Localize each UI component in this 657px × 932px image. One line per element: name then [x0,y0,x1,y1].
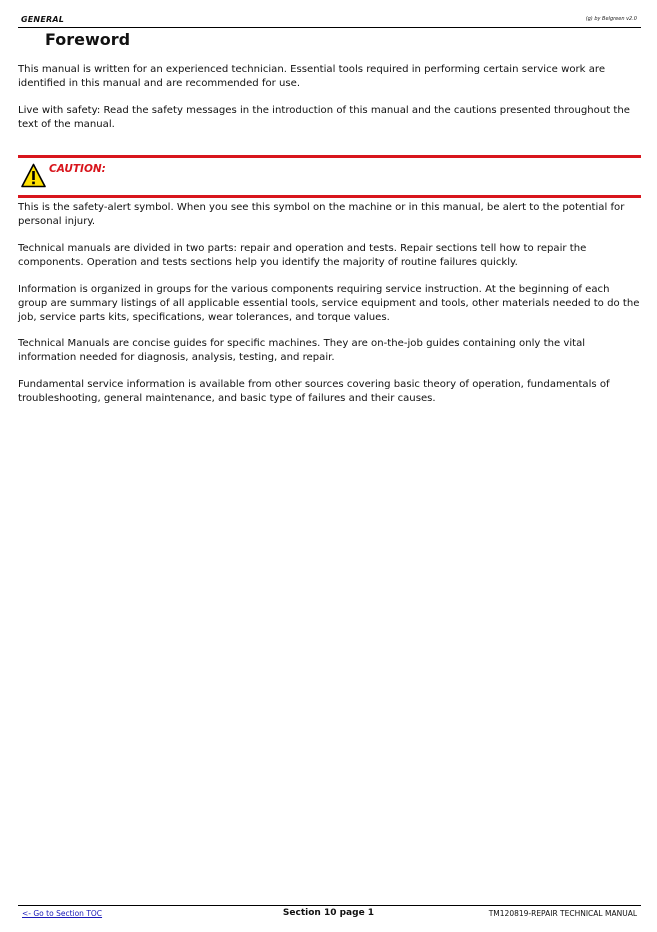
manual-id: TM120819-REPAIR TECHNICAL MANUAL [488,909,637,918]
body-paragraph: Information is organized in groups for the various components requiring service instruction. At the beginning of each group are summary listings of all applicable essential tools, service equipment and tools, other materials needed to do the job, service parts kits, specifications, wear tolerances, and torque values. [18,284,640,323]
body-paragraph: Technical Manuals are concise guides for specific machines. They are on-the-job guides containing only the vital information needed for diagnosis, analysis, testing, and repair. [18,338,586,363]
body-paragraph: Technical manuals are divided in two parts: repair and operation and tests. Repair sections tell how to repair the components. Operation and tests sections help you identify the majority of routine failures quickly. [18,243,587,268]
caution-label: CAUTION: [49,163,106,175]
header-divider [18,27,641,28]
header-section-label: GENERAL [21,15,65,24]
intro-paragraph: This manual is written for an experienced technician. Essential tools required in performing certain service work are identified in this manual and are recommended for use. [18,64,606,89]
warning-triangle-icon [21,163,46,188]
page-title: Foreword [45,30,131,49]
caution-top-rule [18,155,641,158]
footer-divider [18,905,641,906]
caution-bottom-rule [18,195,641,198]
intro-paragraph: Live with safety: Read the safety messages in the introduction of this manual and the cautions presented throughout the text of the manual. [18,105,630,130]
page-number: Section 10 page 1 [282,908,375,918]
toc-link[interactable]: <- Go to Section TOC [22,909,103,918]
header-credit: (g) by Belgreen v2.0 [585,16,637,22]
body-paragraph: This is the safety-alert symbol. When you see this symbol on the machine or in this manual, be alert to the potential for personal injury. [18,202,625,227]
body-paragraph: Fundamental service information is available from other sources covering basic theory of operation, fundamentals of troubleshooting, general maintenance, and basic type of failures and their causes. [18,379,610,404]
